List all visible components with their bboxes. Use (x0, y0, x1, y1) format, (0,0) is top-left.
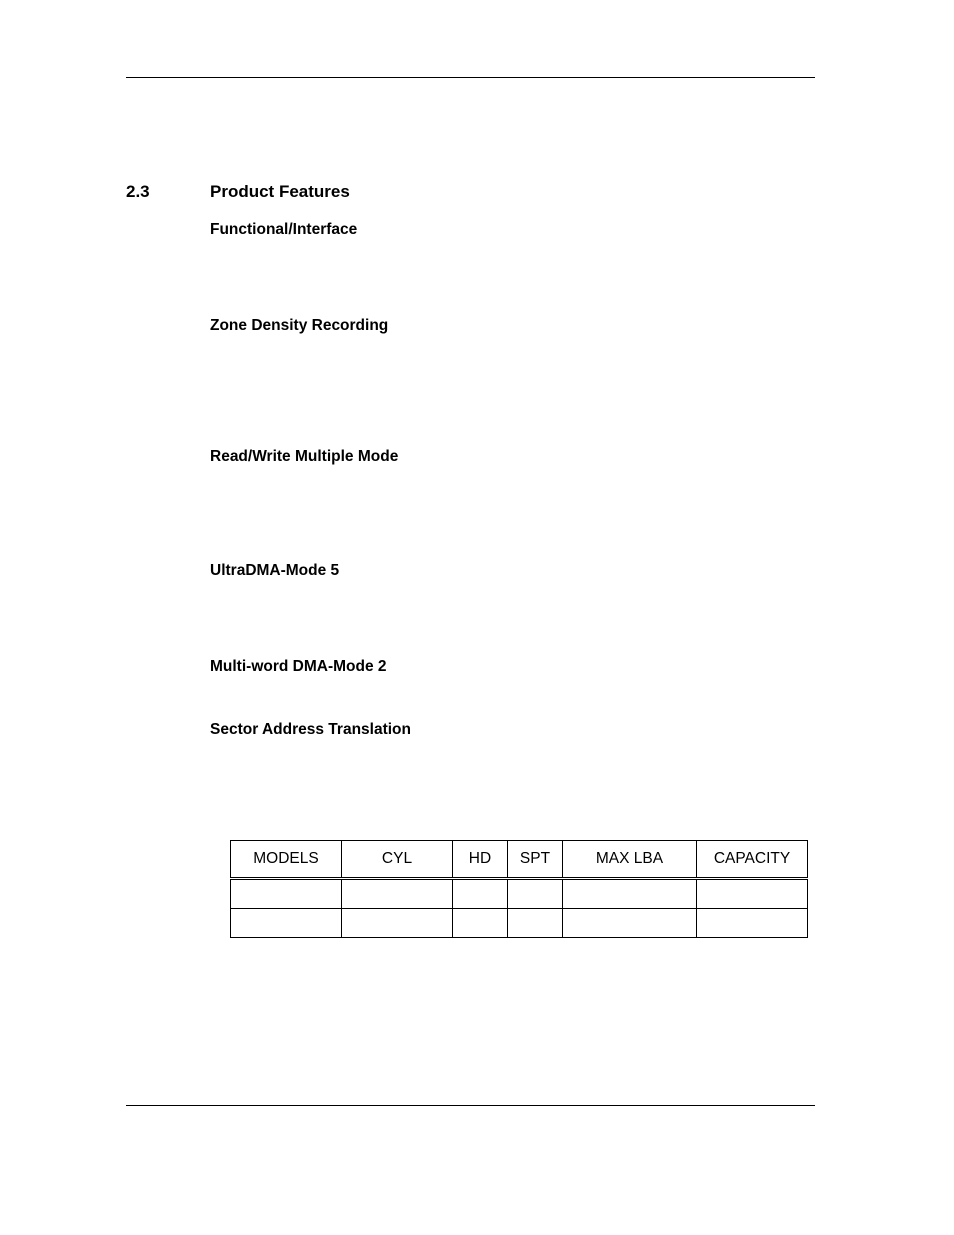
subheading-read-write-multiple-mode: Read/Write Multiple Mode (210, 448, 399, 465)
table-row (231, 909, 808, 938)
subheading-zone-density-recording: Zone Density Recording (210, 317, 389, 334)
table-cell (453, 909, 508, 938)
table-cell (508, 879, 563, 909)
table-header-row (231, 841, 808, 879)
column-header-hd: HD (453, 841, 508, 879)
subheading-sector-address-translation: Sector Address Translation (210, 721, 411, 738)
table-row (231, 879, 808, 909)
subheading-functional-interface: Functional/Interface (210, 221, 358, 238)
column-header-models: MODELS (231, 841, 342, 879)
table-cell (342, 879, 453, 909)
column-header-capacity: CAPACITY (697, 841, 808, 879)
table-cell (563, 909, 697, 938)
table-cell (563, 879, 697, 909)
table-cell (697, 909, 808, 938)
table-cell (508, 909, 563, 938)
table-cell (231, 879, 342, 909)
subheading-ultradma-mode-5: UltraDMA-Mode 5 (210, 562, 340, 579)
table-cell (697, 879, 808, 909)
subheading-multiword-dma-mode-2: Multi-word DMA-Mode 2 (210, 658, 387, 675)
column-header-cyl: CYL (342, 841, 453, 879)
column-header-max-lba: MAX LBA (563, 841, 697, 879)
section-title: Product Features (210, 182, 350, 201)
table-cell (453, 879, 508, 909)
table-cell (231, 909, 342, 938)
table-cell (342, 909, 453, 938)
sector-translation-table (230, 840, 808, 938)
column-header-spt: SPT (508, 841, 563, 879)
footer-rule (126, 1105, 815, 1106)
section-number: 2.3 (126, 182, 150, 201)
header-rule (126, 77, 815, 78)
